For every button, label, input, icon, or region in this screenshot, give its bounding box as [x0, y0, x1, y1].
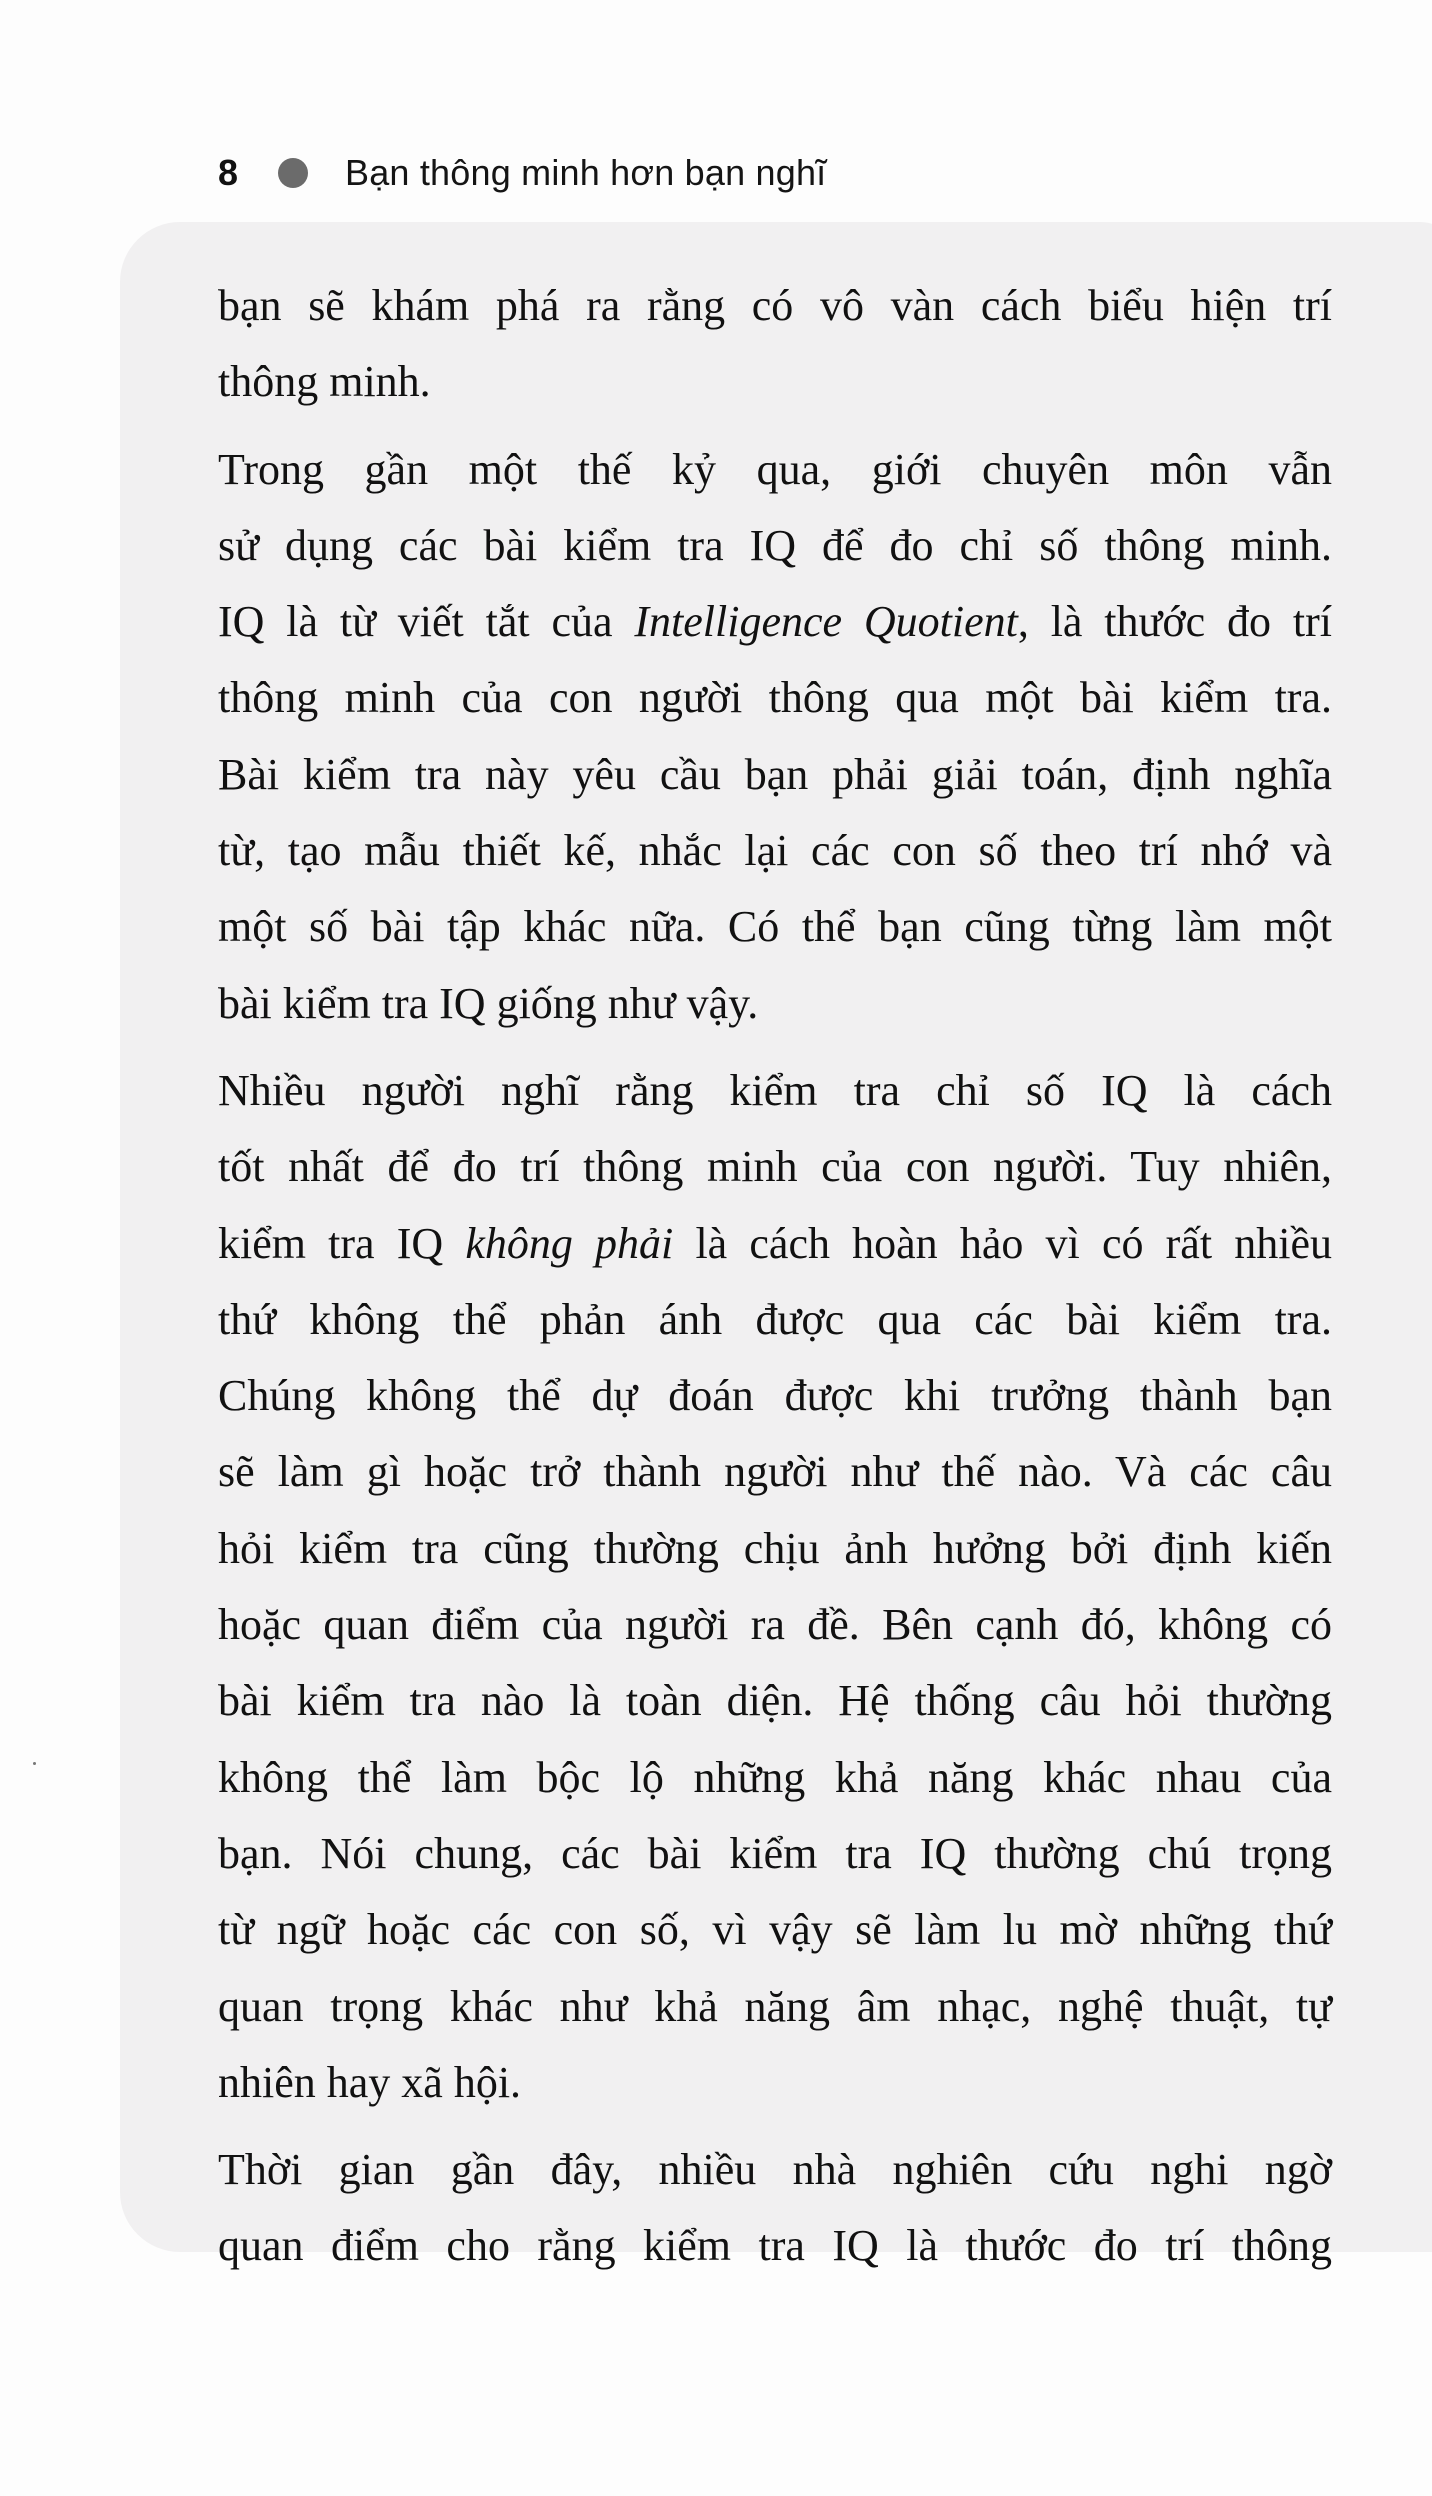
- bullet-circle-icon: [278, 158, 308, 188]
- text-line: hoặc quan điểm của người ra đề. Bên cạnh đó, không có: [218, 1600, 1332, 1650]
- text-line: Trong gần một thế kỷ qua, giới chuyên môn vẫn: [218, 444, 1332, 494]
- text-line: quan trọng khác như khả năng âm nhạc, nghệ thuật, tự: [218, 1981, 1332, 2031]
- text-line: Nhiều người nghĩ rằng kiểm tra chỉ số IQ là cách: [218, 1065, 1332, 1115]
- text-line: thứ không thể phản ánh được qua các bài kiểm tra.: [218, 1294, 1332, 1344]
- text-line: bạn sẽ khám phá ra rằng có vô vàn cách biểu hiện trí: [218, 281, 1332, 330]
- text-line: sẽ làm gì hoặc trở thành người như thế nào. Và các câu: [218, 1447, 1332, 1497]
- text-line: IQ là từ viết tắt của Intelligence Quotient, là thước đo trí: [218, 597, 1332, 647]
- book-title: Bạn thông minh hơn bạn nghĩ: [345, 152, 827, 193]
- running-header: [218, 150, 826, 196]
- text-line: thông minh của con người thông qua một bài kiểm tra.: [218, 673, 1332, 723]
- paragraph-1: [218, 268, 1332, 421]
- text-line: nhiên hay xã hội.: [218, 2057, 522, 2107]
- paragraph-4: [218, 2132, 1332, 2285]
- text-line: từ ngữ hoặc các con số, vì vậy sẽ làm lu mờ những thứ: [218, 1905, 1332, 1955]
- text-line: bài kiểm tra nào là toàn diện. Hệ thống câu hỏi thường: [218, 1676, 1332, 1726]
- text-line: thông minh.: [218, 357, 431, 407]
- text-line: hỏi kiểm tra cũng thường chịu ảnh hưởng bởi định kiến: [218, 1523, 1332, 1573]
- text-line: quan điểm cho rằng kiểm tra IQ là thước đo trí thông: [218, 2221, 1332, 2271]
- text-line: một số bài tập khác nữa. Có thể bạn cũng từng làm một: [218, 902, 1332, 952]
- italic-phrase: Intelligence Quotient: [634, 597, 1018, 647]
- text-line: từ, tạo mẫu thiết kế, nhắc lại các con số theo trí nhớ và: [218, 826, 1332, 876]
- text-line: bạn. Nói chung, các bài kiểm tra IQ thường chú trọng: [218, 1828, 1332, 1878]
- text-line: Thời gian gần đây, nhiều nhà nghiên cứu nghi ngờ: [218, 2145, 1332, 2195]
- text-line: tốt nhất để đo trí thông minh của con người. Tuy nhiên,: [218, 1142, 1332, 1192]
- scan-speck: [33, 1762, 36, 1765]
- text-line: không thể làm bộc lộ những khả năng khác nhau của: [218, 1752, 1332, 1802]
- text-line: Bài kiểm tra này yêu cầu bạn phải giải toán, định nghĩa: [218, 749, 1332, 799]
- text-line: kiểm tra IQ không phải là cách hoàn hảo vì có rất nhiều: [218, 1218, 1332, 1268]
- text-line: bài kiểm tra IQ giống như vậy.: [218, 978, 759, 1028]
- page-number: 8: [218, 152, 239, 193]
- body-text: [218, 268, 1332, 2296]
- paragraph-2: [218, 432, 1332, 1042]
- paragraph-3: [218, 1053, 1332, 2121]
- text-line: sử dụng các bài kiểm tra IQ để đo chỉ số thông minh.: [218, 520, 1332, 570]
- italic-phrase: không phải: [465, 1218, 674, 1268]
- text-line: Chúng không thể dự đoán được khi trưởng thành bạn: [218, 1371, 1332, 1421]
